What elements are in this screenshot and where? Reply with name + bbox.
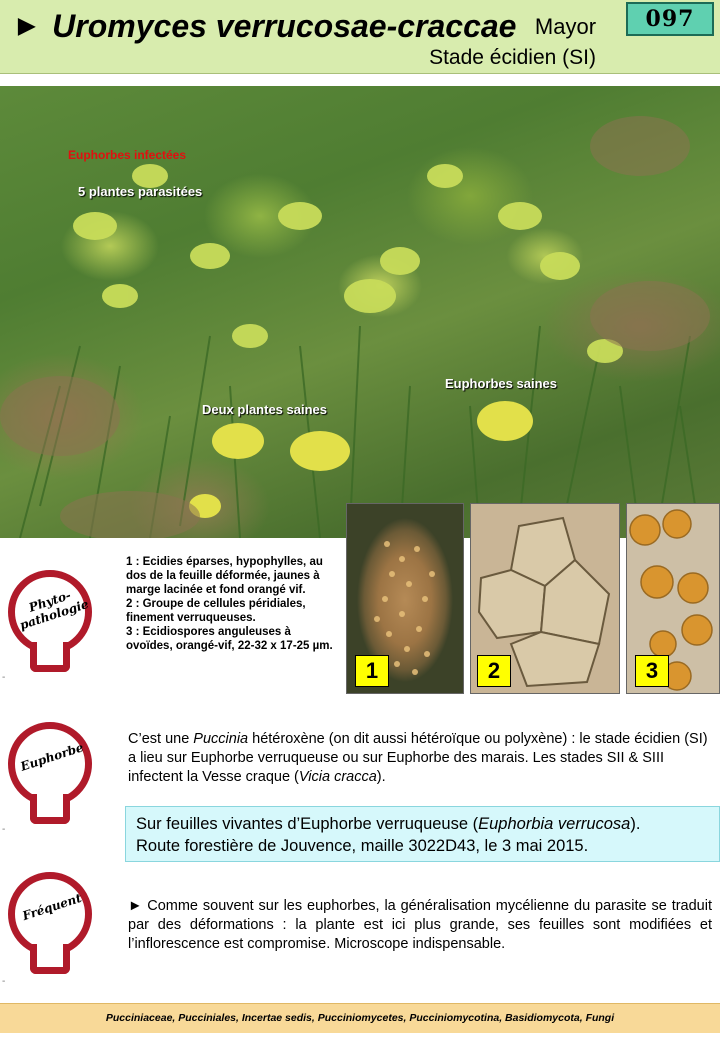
stage-subtitle: Stade écidien (SI) (429, 46, 596, 69)
label-two-healthy-plants: Deux plantes saines (202, 402, 327, 417)
frequency-icon-label: Fréquent (20, 890, 84, 924)
species-author: Mayor (534, 13, 597, 39)
sheet-number-badge: 097 (626, 2, 714, 36)
dash-mark: - (2, 976, 6, 987)
life-cycle-paragraph: C’est une Puccinia hétéroxène (on dit aussi hétéroïque ou polyxène) : le stade écidien (SI) a lieu sur Euphorbe verruqueuse ou sur Euphorbe des marais. Les stades SII & SIII infectent la Vesse craque (Vicia cracca). (128, 731, 708, 785)
dash-mark: - (2, 824, 6, 835)
micrograph-number-1: 1 (355, 655, 389, 687)
location-line-1: Sur feuilles vivantes d’Euphorbe verruqueuse (Euphorbia verrucosa). (136, 815, 641, 833)
description-item-1: 1 : Ecidies éparses, hypophylles, au dos de la feuille déformée, jaunes à marge lacinée et fond orangé vif. (126, 556, 323, 596)
description-item-3: 3 : Ecidiospores anguleuses à ovoïdes, orangé-vif, 22-32 x 17-25 µm. (126, 626, 333, 652)
micrograph-peridial-cells (470, 503, 620, 694)
micrograph-aeciospores (626, 503, 720, 694)
label-healthy-euphorbias: Euphorbes saines (445, 376, 557, 391)
title-arrow: ► (12, 9, 42, 43)
header-banner (0, 0, 720, 74)
species-name: Uromyces verrucosae-craccae (52, 8, 517, 44)
symptoms-paragraph: ► Comme souvent sur les euphorbes, la généralisation mycélienne du parasite se traduit par des déformations : la plante est ici plus grande, ses feuilles sont modifiées et l’inflorescence est compromise. Microscope indispensable. (128, 898, 712, 952)
location-box (125, 806, 720, 862)
frequency-icon (6, 872, 98, 976)
phytopathology-icon-label: Phyto-pathologie (17, 588, 91, 633)
taxonomy-footer: Pucciniaceae, Pucciniales, Incertae sedis, Pucciniomycetes, Pucciniomycotina, Basidiomycota, Fungi (0, 1003, 720, 1033)
euphorbia-host-icon-label: Euphorbe (18, 740, 86, 774)
euphorbia-host-icon (6, 722, 98, 826)
location-line-2: Route forestière de Jouvence, maille 3022D43, le 3 mai 2015. (136, 837, 589, 855)
micrograph-aecia (346, 503, 464, 694)
description-item-2: 2 : Groupe de cellules péridiales, finement verruqueuses. (126, 598, 306, 624)
label-infected-euphorbias: Euphorbes infectées (68, 148, 187, 162)
main-field-photo (0, 86, 720, 538)
label-parasitized-plants: 5 plantes parasitées (78, 184, 203, 199)
micrograph-number-3: 3 (635, 655, 669, 687)
micrograph-number-2: 2 (477, 655, 511, 687)
dash-mark: - (2, 672, 6, 683)
phytopathology-icon (6, 570, 98, 674)
micrograph-description (126, 555, 338, 653)
title-line (12, 8, 596, 45)
